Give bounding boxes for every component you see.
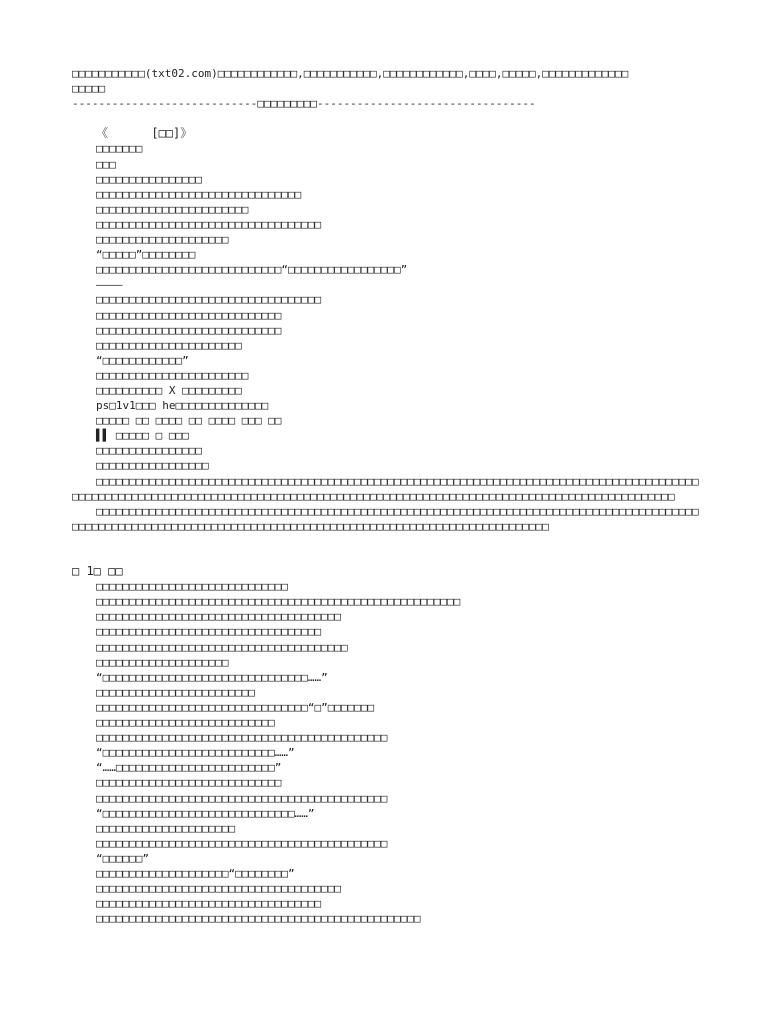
chapter-heading: □ 1□ □□: [72, 564, 123, 579]
chapter-line: “□□□□□□□□□□□□□□□□□□□□□□□□□□□□□……”: [96, 806, 315, 820]
chapter-line: □□□□□□□□□□□□□□□□□□□□: [96, 655, 229, 669]
chapter-line: “□□□□□□□□□□□□□□□□□□□□□□□□□□□□□□□……”: [96, 670, 328, 684]
intro-line: □□□□□□□□□□□□□□□□□□□□□□□□□□□□: [96, 308, 282, 322]
intro-line: “□□□□□□□□□□□□”: [96, 353, 189, 367]
chapter-line: □□□□□□□□□□□□□□□□□□□□□□□□□□□□□□□□□□□□□□: [96, 640, 348, 654]
intro-paragraph: □□□□□□□□□□□□□□□□□□□□□□□□□□□□□□□□□□□□□□□□□□□□□□□□□□□□□□□□□□□□□□□□□□□□□□□□□□□□□□□□□□□□□□□□□□□□□□□□□□□□□□□□□□□□□□□□□□□□□□□□□□□□□□□□□□□□□□□□□□□□□□□□□□□□□□□□□□□□□□□□□□□□□□□□□□□□□□□□□□□□□□: [72, 474, 699, 503]
chapter-line: □□□□□□□□□□□□□□□□□□□□□□□□□□□□□□□□□□□□□□□□□□□□: [96, 836, 388, 850]
header-line-2: □□□□□: [72, 82, 106, 96]
intro-line: □□□□□□□□□□□□□□□□□□□□□□□□□□□□“□□□□□□□□□□□□□□□□□”: [96, 263, 408, 277]
chapter-line: □□□□□□□□□□□□□□□□□□□□□□□□□□□□□□□□□□□□□: [96, 882, 342, 896]
intro-line: □□□□□□□□□□ X □□□□□□□□□: [96, 383, 242, 397]
chapter-line: □□□□□□□□□□□□□□□□□□□□□□□□□□□□□□□□□□: [96, 897, 322, 911]
chapter-line: □□□□□□□□□□□□□□□□□□□□□□□□□□□□□□□□□□□□□□□□□□□□: [96, 791, 388, 805]
spacer: [72, 534, 702, 549]
chapter-line: □□□□□□□□□□□□□□□□□□□□□: [96, 821, 236, 835]
chapter-line: □□□□□□□□□□□□□□□□□□□□□□□□□□□□□□□□□□□□□□□□□□□□□□□□□: [96, 912, 421, 926]
intro-line: □□□□□□□□□□□□□□□□□□□□□□□□□□□□□□□: [96, 187, 302, 201]
chapter-line: □□□□□□□□□□□□□□□□□□□□□□□□: [96, 685, 255, 699]
intro-line: □□□□□□□□□□□□□□□□: [96, 444, 202, 458]
chapter-line: □□□□□□□□□□□□□□□□□□□□□□□□□□□□□□□□□□□□□: [96, 610, 342, 624]
document-body: [72, 66, 702, 926]
chapter-lines: [72, 579, 702, 926]
intro-line: □□□□□□□□□□□□□□□□□□□□□□□□□□□□: [96, 323, 282, 337]
chapter-line: □□□□□□□□□□□□□□□□□□□□□□□□□□□: [96, 716, 275, 730]
intro-paragraphs: [72, 474, 702, 534]
intro-line: □□□□□□□□□□□□□□□□□□□□□□□□□□□□□□□□□□: [96, 293, 322, 307]
chapter-line: □□□□□□□□□□□□□□□□□□□□□□□□□□□□□□□□□□□□□□□□□□□□□□□□□□□□□□□: [96, 595, 461, 609]
chapter-line: □□□□□□□□□□□□□□□□□□□□“□□□□□□□□”: [96, 866, 295, 880]
chapter-line: □□□□□□□□□□□□□□□□□□□□□□□□□□□□: [96, 776, 282, 790]
header-separator: ----------------------------□□□□□□□□□---------------------------------: [72, 97, 536, 111]
intro-line: □□□: [96, 157, 116, 171]
intro-line: □□□□□□□: [96, 142, 143, 156]
intro-paragraph: □□□□□□□□□□□□□□□□□□□□□□□□□□□□□□□□□□□□□□□□□□□□□□□□□□□□□□□□□□□□□□□□□□□□□□□□□□□□□□□□□□□□□□□□□□□□□□□□□□□□□□□□□□□□□□□□□□□□□□□□□□□□□□□□□□□□□□□□□□□□□□□□□□□□□□□□□□□□□□□□□□□: [72, 504, 699, 533]
intro-line: □□□□□□□□□□□□□□□□□□□□: [96, 233, 229, 247]
intro-line: □□□□□ □□ □□□□ □□ □□□□ □□□ □□: [96, 414, 282, 428]
chapter-line: □□□□□□□□□□□□□□□□□□□□□□□□□□□□□□□□“□”□□□□□□□: [96, 700, 375, 714]
intro-line: □□□□□□□□□□□□□□□□□□□□□□□: [96, 368, 249, 382]
intro-line: □□□□□□□□□□□□□□□□□□□□□□: [96, 338, 242, 352]
intro-line: ▌▌ □□□□□ □ □□□: [96, 429, 189, 443]
intro-lines: [72, 141, 702, 473]
spacer: [72, 111, 702, 126]
chapter-line: “□□□□□□”: [96, 851, 149, 865]
intro-line: □□□□□□□□□□□□□□□□□□□□□□□: [96, 202, 249, 216]
chapter-line: □□□□□□□□□□□□□□□□□□□□□□□□□□□□□□□□□□: [96, 625, 322, 639]
intro-line: “□□□□□”□□□□□□□□: [96, 248, 196, 262]
header-line-1: □□□□□□□□□□□(txt02.com)□□□□□□□□□□□□,□□□□□□□□□□□,□□□□□□□□□□□□,□□□□,□□□□□,□□□□□□□□□□□□□: [72, 67, 629, 80]
intro-line: ————: [96, 278, 123, 292]
intro-line: □□□□□□□□□□□□□□□□: [96, 172, 202, 186]
intro-line: □□□□□□□□□□□□□□□□□: [96, 459, 209, 473]
chapter-line: □□□□□□□□□□□□□□□□□□□□□□□□□□□□□: [96, 580, 289, 594]
intro-line: □□□□□□□□□□□□□□□□□□□□□□□□□□□□□□□□□□: [96, 217, 322, 231]
chapter-line: “□□□□□□□□□□□□□□□□□□□□□□□□□□……”: [96, 746, 295, 760]
chapter-line: □□□□□□□□□□□□□□□□□□□□□□□□□□□□□□□□□□□□□□□□□□□□: [96, 731, 388, 745]
book-title: 《 [□□]》: [96, 126, 193, 141]
intro-line: ps□1v1□□□ he□□□□□□□□□□□□□□: [96, 399, 269, 413]
spacer: [72, 549, 702, 564]
chapter-line: “……□□□□□□□□□□□□□□□□□□□□□□□□”: [96, 761, 282, 775]
